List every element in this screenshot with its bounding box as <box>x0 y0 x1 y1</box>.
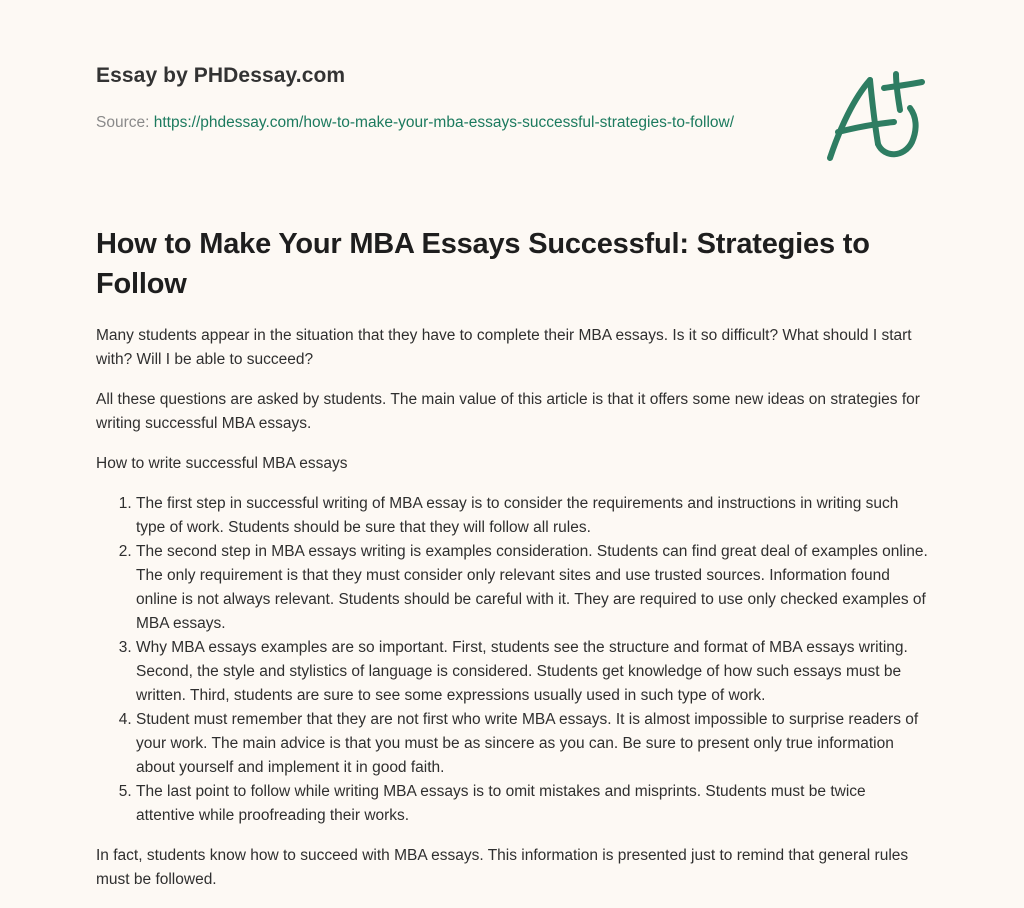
strategies-list <box>96 492 928 828</box>
source-link[interactable]: https://phdessay.com/how-to-make-your-mba-essays-successful-strategies-to-follow/ <box>153 114 735 131</box>
closing-paragraph: In fact, students know how to succeed with MBA essays. This information is presented just to remind that general rules must be followed. <box>96 847 909 888</box>
site-title: Essay by PHDessay.com <box>96 64 346 87</box>
page <box>96 0 928 888</box>
source-line <box>96 111 776 135</box>
list-item: 3. Why MBA essays examples are so important. First, students see the structure and format of MBA essays writing. Second, the style and stylistics of language is considered. Students get knowledge of how such essays must be written. Third, students are sure to see some expressions usually used in such type of work. <box>136 636 928 708</box>
source-label: Source: <box>96 114 154 131</box>
article-title: How to Make Your MBA Essays Successful: Strategies to Follow <box>96 228 870 300</box>
list-item: 1. The first step in successful writing of MBA essay is to consider the requirements and instructions in writing such type of work. Students should be sure that they will follow all rules. <box>136 492 928 540</box>
a-plus-grade-icon <box>824 66 928 166</box>
list-heading: How to write successful MBA essays <box>96 455 348 472</box>
header <box>96 0 928 200</box>
list-item: 5. The last point to follow while writing MBA essays is to omit mistakes and misprints. Students must be twice attentive while proofreading their works. <box>136 780 928 828</box>
list-item: 4. Student must remember that they are not first who write MBA essays. It is almost impossible to surprise readers of your work. The main advice is that you must be as sincere as you can. Be sure to present only true information about yourself and implement it in good faith. <box>136 708 928 780</box>
article-body <box>96 324 928 908</box>
intro-paragraph: Many students appear in the situation that they have to complete their MBA essays. Is it so difficult? What should I start with? Will I be able to succeed? <box>96 327 912 368</box>
intro-paragraph: All these questions are asked by students. The main value of this article is that it offers some new ideas on strategies for writing successful MBA essays. <box>96 391 920 432</box>
list-item: 2. The second step in MBA essays writing is examples consideration. Students can find great deal of examples online. The only requirement is that they must consider only relevant sites and use trusted sources. Information found online is not always relevant. Students should be careful with it. They are required to use only checked examples of MBA essays. <box>136 540 928 636</box>
